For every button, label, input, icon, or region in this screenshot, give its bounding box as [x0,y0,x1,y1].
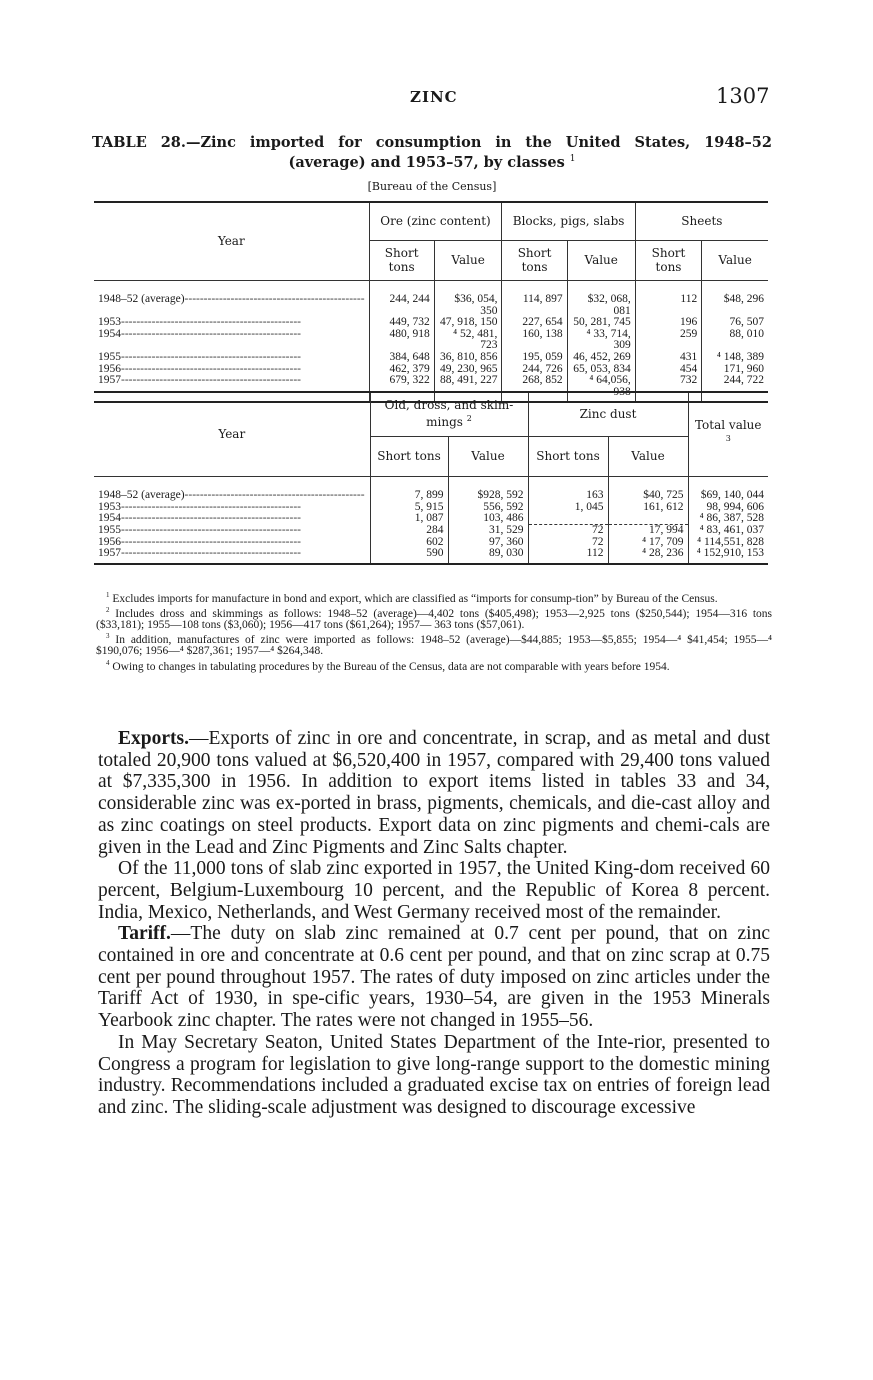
sub-header: Short tons [635,240,702,280]
table-cell: 679, 322 [369,375,434,398]
running-header-title: ZINC [410,88,458,106]
table-cell: 88, 010 [729,327,764,340]
table-row [94,352,768,364]
table-cell: 160, 138 [502,329,567,352]
table-cell: 98, 994, 606 [706,500,764,513]
row-year: 1953----------------------------------------------- [94,502,370,514]
row-year: 1956----------------------------------------------- [94,364,369,376]
table-cell: 88, 491, 227 [434,375,502,398]
footnote: $^1$ Excludes imports for manufacture in bond and export, which are classified as “imports for consump-tion” by Bureau of the Census. [106,591,718,605]
table-cell: 244, 726 [502,364,567,376]
table-cell: ⁴ 52, 481, 723 [434,329,502,352]
table-cell: 454 [635,364,702,376]
zinc-import-table-2 [94,391,768,565]
table-cell: 89, 030 [448,548,528,560]
table-cell: 163 [528,490,608,502]
table-cell: ⁴ 28, 236 [608,548,688,560]
table-cell: ⁴ 64,056, 938 [567,375,635,398]
table-row [94,490,768,502]
table-cell: 65, 053, 834 [567,364,635,376]
table-cell: 449, 732 [369,317,434,329]
footnote: $^3$ In addition, manufactures of zinc were imported as follows: 1948–52 (average)—$44,885; 1953—$5,855; 1954—⁴ $41,454; 1955—⁴ $190,076; 1956—⁴ $287,361; 1957—⁴ $264,348. [96,632,773,658]
table-caption-line2: (average) and 1953–57, by classes $^1$ [288,153,576,171]
table-cell: 590 [370,548,448,560]
table-cell: 103, 486 [448,513,528,525]
table-cell: 114, 897 [502,294,567,317]
table-cell [528,513,608,525]
exports-paragraph: Exports.—Exports of zinc in ore and concentrate, in scrap, and as metal and dust totaled 20,900 tons valued at $6,520,400 in 1957, compared with 29,400 tons valued at $7,335,300 in 1956. In addition to export items listed in tables 33 and 34, considerable zinc was ex-ported in brass, pigments, chemicals, and die-cast alloy and as zinc coatings on steel products. Export data on zinc pigments and chemi-cals are given in the Lead and Zinc Pigments and Zinc Salts chapter. [98,728,770,858]
group-ore-header: Ore (zinc content) [369,202,502,240]
table-cell: ⁴ 148, 389 [716,350,764,363]
tariff-heading: Tariff. [118,923,171,945]
table-cell: 384, 648 [369,352,434,364]
group-old-dross-header: Old, dross, and skim-mings $^2$ [370,392,528,436]
sub-header: Value [702,240,768,280]
table-cell: 196 [635,317,702,329]
table-cell: 112 [528,548,608,560]
row-year: 1957----------------------------------------------- [94,375,369,398]
row-year: 1948–52 (average)----------------------------------------------- [94,490,370,502]
col-year-header: Year [94,202,369,280]
table-cell: 36, 810, 856 [434,352,502,364]
table-cell: 47, 918, 150 [434,317,502,329]
slab-zinc-paragraph: Of the 11,000 tons of slab zinc exported in 1957, the United King-dom received 60 percent, Belgium-Luxembourg 10 percent, and the Republic of Korea 8 percent. India, Mexico, Netherlands, and West Germany received most of the remainder. [98,858,770,923]
table-cell: $32, 068, 081 [567,294,635,317]
table-cell: 244, 722 [723,374,764,387]
table-cell: $928, 592 [448,490,528,502]
group-sheets-header: Sheets [635,202,768,240]
table-cell [608,513,688,525]
table-row [94,548,768,560]
total-value-header: Total value $^3$ [688,392,768,476]
sub-header: Value [608,436,688,476]
sub-header: Short tons [369,240,434,280]
group-zinc-dust-header: Zinc dust [528,392,688,436]
table-row [94,364,768,376]
row-year: 1956----------------------------------------------- [94,537,370,549]
row-year: 1955----------------------------------------------- [94,525,370,537]
table-cell: 556, 592 [448,502,528,514]
table-source: [Bureau of the Census] [367,180,497,193]
row-year: 1954----------------------------------------------- [94,329,369,352]
table-cell: 244, 244 [369,294,434,317]
table-cell: 50, 281, 745 [567,317,635,329]
sub-header: Short tons [528,436,608,476]
table-cell: ⁴ 86, 387, 528 [699,512,764,525]
row-year: 1953----------------------------------------------- [94,317,369,329]
table-cell: 462, 379 [369,364,434,376]
table-cell: $48, 296 [723,293,764,305]
table-cell: 732 [635,375,702,398]
table-cell: 7, 899 [370,490,448,502]
table-cell: 49, 230, 965 [434,364,502,376]
table-cell: 431 [635,352,702,364]
sub-header: Value [434,240,502,280]
table-cell: 72 [528,525,608,537]
table-cell: 171, 960 [723,362,764,375]
page-number: 1307 [716,84,770,108]
table-row [94,294,768,317]
sub-header: Value [448,436,528,476]
row-year: 1948–52 (average)----------------------------------------------- [94,294,369,317]
table-cell: 268, 852 [502,375,567,398]
table-cell: 602 [370,537,448,549]
footnote: $^2$ Includes dross and skimmings as follows: 1948–52 (average)—4,402 tons ($405,498); 1953—2,925 tons ($250,544); 1954—316 tons ($33,181); 1955—108 tons ($3,060); 1956—417 tons ($61,264); 1957— 363 tons ($57,061). [96,606,773,632]
table-cell: 195, 059 [502,352,567,364]
table-cell: ⁴ 83, 461, 037 [699,523,764,536]
table-cell: ⁴ 152,910, 153 [696,547,764,560]
table-cell: 97, 360 [448,537,528,549]
table-cell: 46, 452, 269 [567,352,635,364]
table-cell: 1, 087 [370,513,448,525]
row-year: 1957----------------------------------------------- [94,548,370,560]
table-cell: 31, 529 [448,525,528,537]
table-caption [92,134,772,171]
table-cell: ⁴ 33, 714, 309 [567,329,635,352]
table-cell: 112 [635,294,702,317]
footnote: $^4$ Owing to changes in tabulating procedures by the Bureau of the Census, data are not comparable with years before 1954. [106,658,670,673]
row-year: 1954----------------------------------------------- [94,513,370,525]
table-cell: 1, 045 [528,502,608,514]
row-year: 1955----------------------------------------------- [94,352,369,364]
table-cell: 227, 654 [502,317,567,329]
table-cell: $36, 054, 350 [434,294,502,317]
col-year-header: Year [94,392,370,476]
table-cell: 259 [635,329,702,352]
zinc-import-table-1 [94,201,768,403]
table-cell: $40, 725 [608,490,688,502]
table-row [94,317,768,329]
tariff-paragraph: Tariff.—The duty on slab zinc remained at 0.7 cent per pound, that on zinc contained in ore and concentrate at 0.6 cent per pound, and that on zinc scrap at 0.75 cent per pound throughout 1957. The rates of duty imposed on zinc articles under the Tariff Act of 1930, in spe-cific years, 1930–54, are given in the 1953 Minerals Yearbook zinc chapter. The rates were not changed in 1955–56. [98,923,770,1032]
footnotes [96,590,772,673]
body-text [98,728,770,1119]
sub-header: Value [567,240,635,280]
table-cell: ⁴ 17, 709 [608,537,688,549]
table-cell: 72 [528,537,608,549]
table-cell: $69, 140, 044 [700,489,764,501]
group-blocks-header: Blocks, pigs, slabs [502,202,635,240]
table-cell: 284 [370,525,448,537]
table-row [94,329,768,352]
table-cell: 5, 915 [370,502,448,514]
table-cell: ⁴ 114,551, 828 [697,535,764,548]
table-cell: 480, 918 [369,329,434,352]
table-caption-line1: TABLE 28.—Zinc imported for consumption in the United States, 1948–52 [92,134,772,151]
sub-header: Short tons [502,240,567,280]
sub-header: Short tons [370,436,448,476]
exports-heading: Exports. [118,728,189,749]
table-cell: 161, 612 [608,502,688,514]
table-cell: 17, 994 [608,525,688,537]
table-cell: 76, 507 [729,316,764,329]
legislation-paragraph: In May Secretary Seaton, United States Department of the Inte-rior, presented to Congress a program for legislation to give long-range support to the domestic mining industry. Recommendations included a graduated excise tax on entries of foreign lead and zinc. The sliding-scale adjustment was designed to discourage excessive [98,1031,770,1118]
